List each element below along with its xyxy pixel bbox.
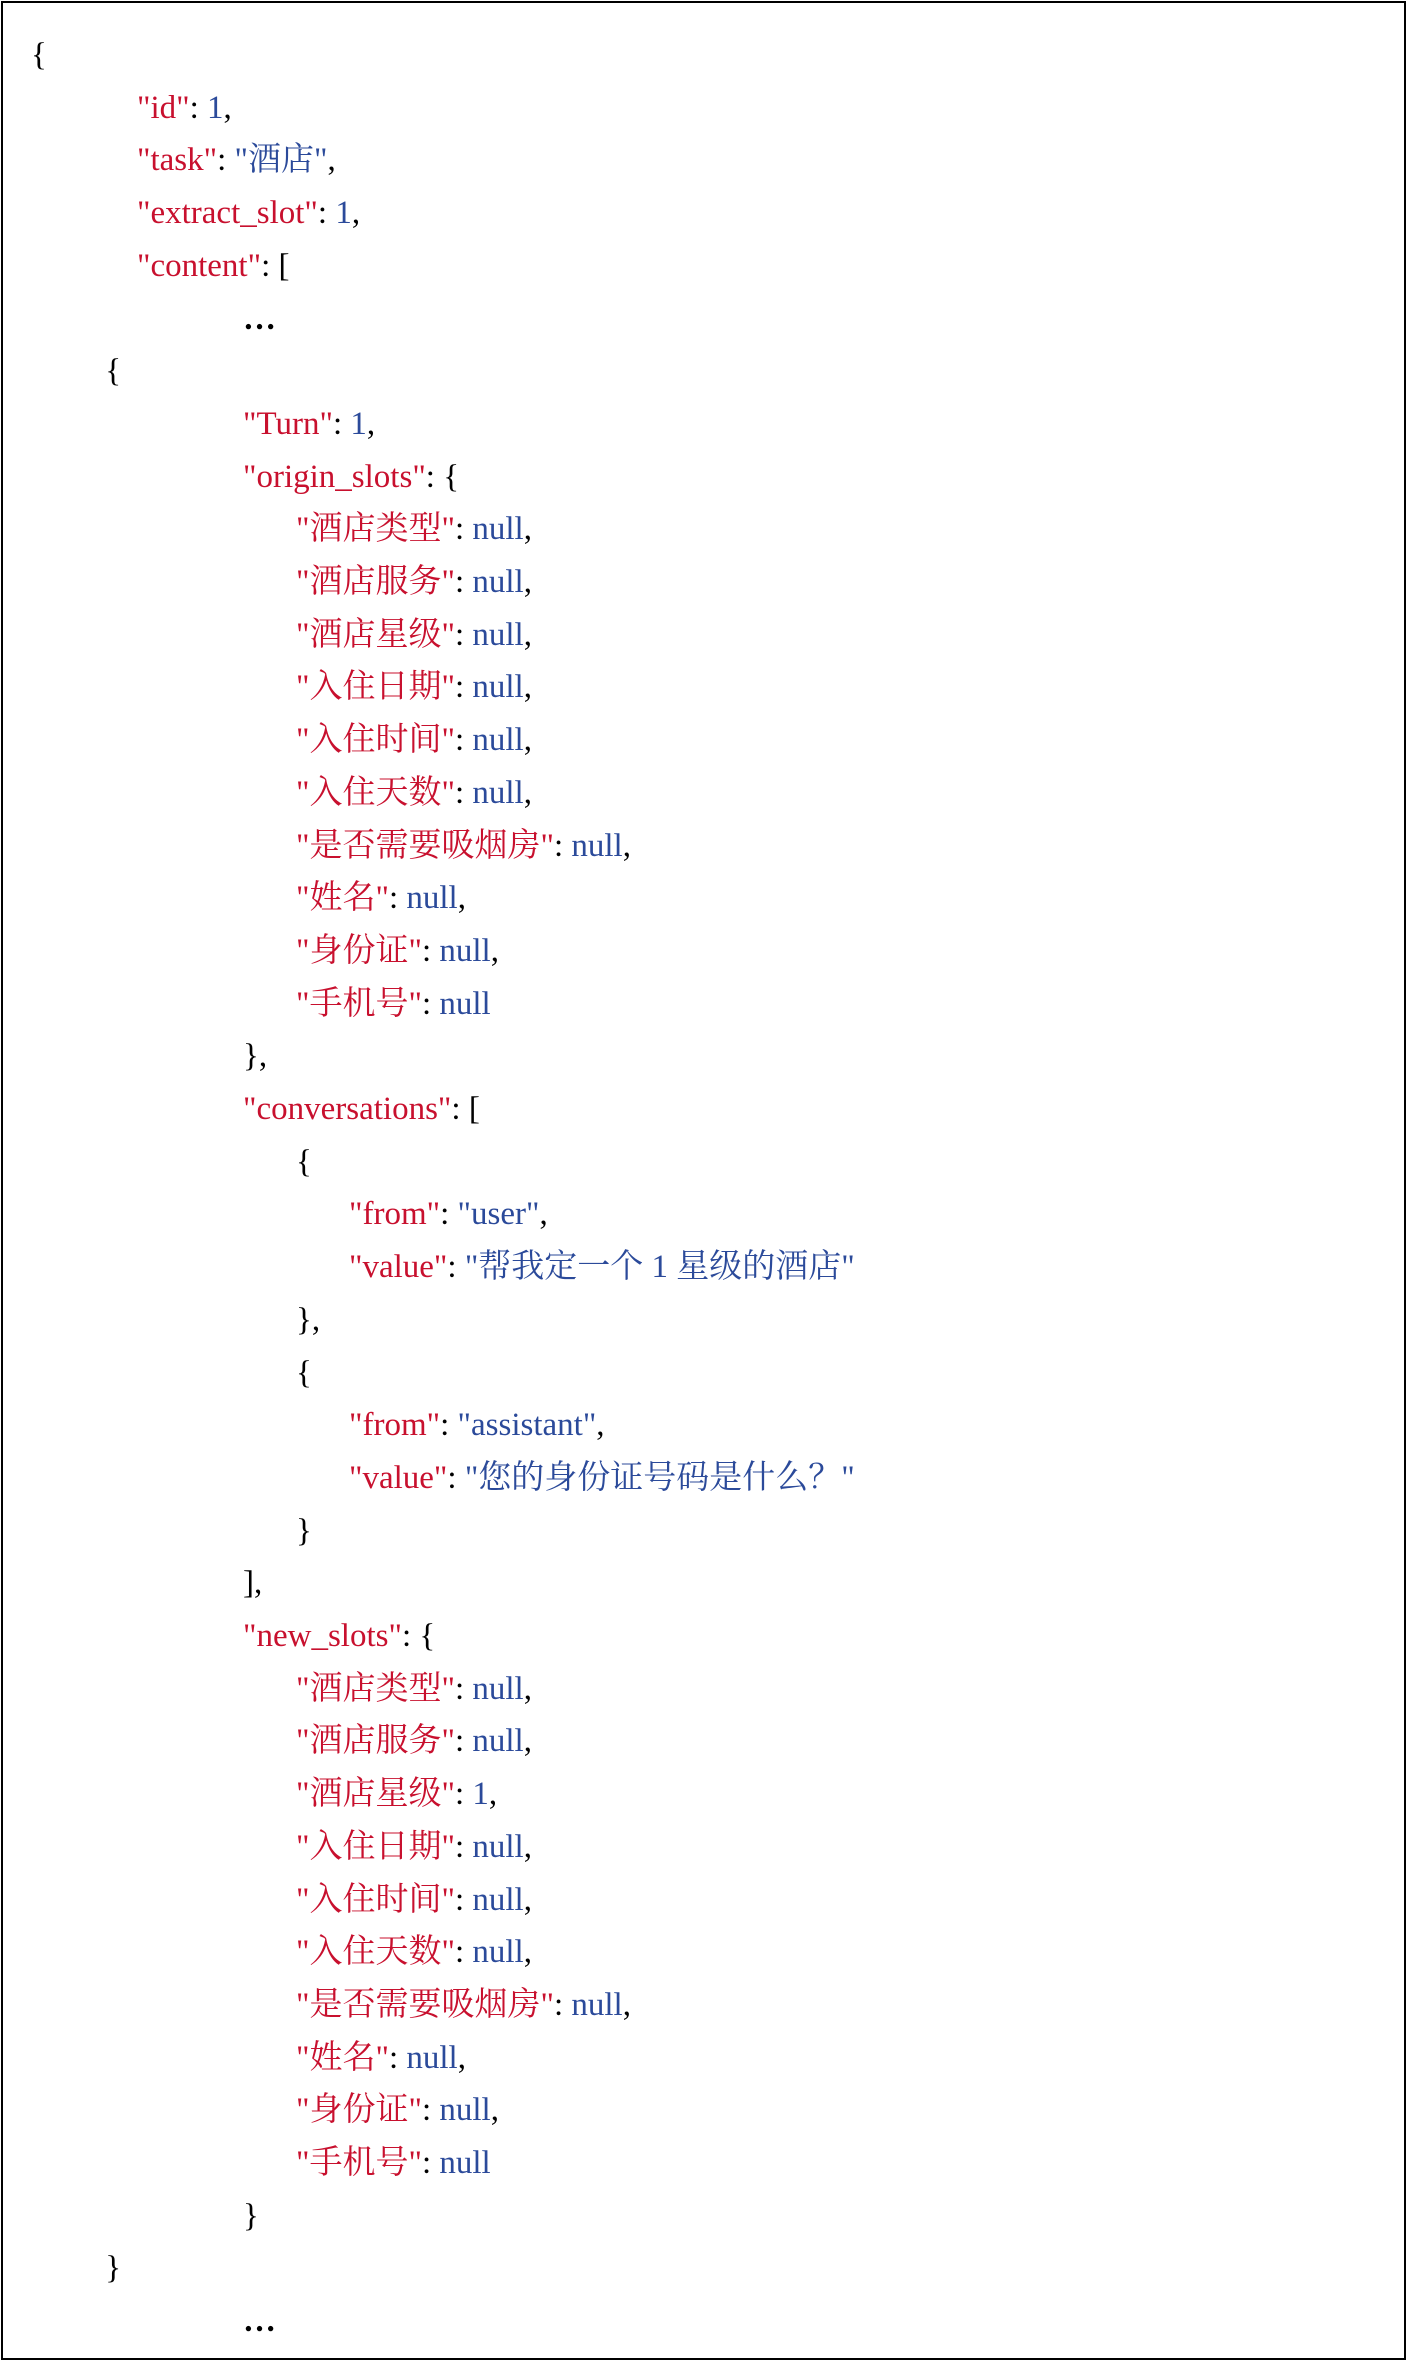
code-line xyxy=(296,982,491,1026)
punctuation: : xyxy=(454,564,473,600)
json-value: null xyxy=(472,1934,524,1971)
punctuation: : xyxy=(454,511,473,548)
code-line xyxy=(243,1561,262,1605)
code-line xyxy=(243,2194,259,2238)
code-line xyxy=(105,349,121,393)
json-value: null xyxy=(472,616,524,653)
json-value: null xyxy=(406,2039,458,2076)
json-value: null xyxy=(406,880,458,917)
json-value: null xyxy=(571,1986,623,2023)
code-line xyxy=(137,244,290,288)
punctuation: , xyxy=(488,1776,498,1813)
json-key: "身份证" xyxy=(296,932,422,969)
json-value: null xyxy=(472,1723,524,1760)
json-value: "酒店" xyxy=(234,142,328,179)
json-key: "姓名" xyxy=(296,2039,389,2076)
punctuation: : xyxy=(332,405,351,442)
punctuation: : xyxy=(553,827,572,864)
punctuation: } xyxy=(296,1512,312,1549)
punctuation: : [ xyxy=(451,1091,480,1127)
json-key: "入住时间" xyxy=(296,1881,455,1918)
punctuation: , xyxy=(622,827,631,864)
json-key: "content" xyxy=(137,247,262,284)
json-key: "是否需要吸烟房" xyxy=(296,827,554,864)
code-line xyxy=(243,1087,480,1131)
json-key: "task" xyxy=(137,142,218,179)
code-line xyxy=(296,560,532,604)
json-value: "您的身份证号码是什么？" xyxy=(464,1459,855,1496)
json-value: null xyxy=(472,1828,524,1865)
code-line xyxy=(296,824,631,868)
punctuation: : xyxy=(454,1670,473,1707)
code-line xyxy=(243,1614,435,1658)
json-key: "姓名" xyxy=(296,880,389,917)
code-line xyxy=(137,191,360,235)
code-line xyxy=(296,1719,532,1763)
punctuation: : xyxy=(454,1934,473,1971)
code-line xyxy=(243,2299,280,2343)
code-line xyxy=(296,2141,491,2185)
json-key: "value" xyxy=(349,1249,448,1286)
punctuation: { xyxy=(31,37,47,73)
code-line xyxy=(296,1878,532,1922)
json-key: "手机号" xyxy=(296,2145,422,2181)
json-value: null xyxy=(472,722,524,759)
punctuation: , xyxy=(351,195,361,232)
punctuation: { xyxy=(296,1143,312,1180)
punctuation: { xyxy=(296,1354,312,1391)
json-key: "value" xyxy=(349,1459,448,1496)
punctuation: : xyxy=(421,2092,440,2129)
punctuation: : xyxy=(440,1407,458,1444)
punctuation: : xyxy=(421,2145,440,2181)
punctuation: , xyxy=(457,2039,466,2076)
punctuation: : xyxy=(454,722,473,759)
json-key: "酒店类型" xyxy=(296,1670,455,1707)
punctuation: , xyxy=(523,669,532,706)
punctuation: , xyxy=(366,405,376,442)
json-key: "入住日期" xyxy=(296,1828,455,1865)
json-value: null xyxy=(472,1881,524,1918)
code-line xyxy=(31,33,47,77)
json-value: 1 xyxy=(207,89,224,126)
json-key: "入住天数" xyxy=(296,1934,455,1971)
code-line xyxy=(296,771,532,815)
code-line xyxy=(296,1983,631,2027)
json-value: null xyxy=(472,511,524,548)
document-frame xyxy=(1,1,1406,2360)
code-line xyxy=(349,1403,605,1447)
json-value: 1 xyxy=(350,405,367,442)
punctuation: : xyxy=(388,880,407,917)
json-key: "id" xyxy=(137,89,190,126)
json-value: null xyxy=(571,827,623,864)
code-line xyxy=(296,1930,532,1974)
punctuation: }, xyxy=(243,1038,268,1075)
punctuation: , xyxy=(523,1881,532,1918)
json-key: "from" xyxy=(349,1196,441,1233)
punctuation: : xyxy=(189,89,208,126)
punctuation: }, xyxy=(296,1301,321,1338)
punctuation: , xyxy=(523,616,532,653)
code-line xyxy=(349,1245,855,1289)
code-line xyxy=(296,1298,320,1342)
code-line xyxy=(137,86,232,130)
json-value: null xyxy=(472,669,524,706)
code-line xyxy=(137,138,336,182)
json-value: "assistant" xyxy=(457,1407,597,1444)
json-key: "酒店星级" xyxy=(296,1776,455,1813)
json-key: "酒店服务" xyxy=(296,564,455,600)
json-code-block xyxy=(3,3,1404,2358)
code-line xyxy=(296,1140,312,1184)
punctuation: , xyxy=(490,932,499,969)
punctuation: , xyxy=(523,511,532,548)
json-key: "入住时间" xyxy=(296,722,455,759)
json-key: "Turn" xyxy=(243,405,333,442)
punctuation: : xyxy=(440,1196,458,1233)
code-line xyxy=(296,665,532,709)
code-line xyxy=(243,402,375,446)
punctuation: { xyxy=(105,353,122,390)
punctuation: , xyxy=(327,142,336,179)
code-line xyxy=(296,2036,466,2080)
ellipsis: … xyxy=(243,300,280,337)
punctuation: : xyxy=(447,1249,465,1286)
json-key: "是否需要吸烟房" xyxy=(296,1986,554,2023)
punctuation: : xyxy=(217,142,235,179)
punctuation: : xyxy=(454,774,473,811)
punctuation: , xyxy=(523,1670,532,1707)
code-line xyxy=(296,1509,312,1553)
punctuation: : xyxy=(317,195,336,232)
json-key: "origin_slots" xyxy=(243,458,426,495)
punctuation: } xyxy=(243,2197,259,2234)
punctuation: , xyxy=(523,774,532,811)
code-line xyxy=(296,876,466,920)
json-key: "酒店服务" xyxy=(296,1723,455,1760)
punctuation: , xyxy=(622,1986,631,2023)
code-line xyxy=(296,1772,497,1816)
json-value: null xyxy=(472,564,524,600)
punctuation: : xyxy=(454,1881,473,1918)
punctuation: : xyxy=(553,1986,572,2023)
punctuation: , xyxy=(523,722,532,759)
punctuation: : xyxy=(454,669,473,706)
punctuation: , xyxy=(523,1723,532,1760)
json-value: null xyxy=(472,1670,524,1707)
punctuation: : [ xyxy=(261,247,290,284)
code-line xyxy=(296,929,499,973)
punctuation: : xyxy=(454,616,473,653)
code-line xyxy=(296,2088,499,2132)
code-line xyxy=(296,507,532,551)
punctuation: : xyxy=(454,1828,473,1865)
code-line xyxy=(296,1351,312,1395)
punctuation: , xyxy=(523,1934,532,1971)
json-key: "入住日期" xyxy=(296,669,455,706)
code-line xyxy=(296,613,532,657)
punctuation: : { xyxy=(425,458,460,495)
punctuation: , xyxy=(457,880,466,917)
punctuation: : { xyxy=(401,1618,436,1654)
json-key: "入住天数" xyxy=(296,774,455,811)
json-value: 1 xyxy=(335,195,352,232)
json-key: "酒店类型" xyxy=(296,511,455,548)
code-line xyxy=(296,718,532,762)
json-value: null xyxy=(439,932,491,969)
ellipsis: … xyxy=(243,2303,280,2340)
json-value: 1 xyxy=(472,1776,489,1813)
code-line xyxy=(349,1192,548,1236)
json-key: "from" xyxy=(349,1407,441,1444)
code-line xyxy=(349,1456,855,1500)
json-key: "手机号" xyxy=(296,985,422,1022)
code-line xyxy=(243,455,459,499)
punctuation: : xyxy=(454,1776,473,1813)
punctuation: } xyxy=(105,2250,122,2287)
punctuation: ], xyxy=(243,1565,263,1602)
punctuation: , xyxy=(223,89,232,126)
json-value: null xyxy=(472,774,524,811)
punctuation: : xyxy=(421,932,440,969)
json-value: "user" xyxy=(457,1196,540,1233)
punctuation: : xyxy=(447,1459,465,1496)
json-value: null xyxy=(439,985,491,1022)
punctuation: : xyxy=(454,1723,473,1760)
code-line xyxy=(243,297,280,341)
punctuation: , xyxy=(523,564,532,600)
code-line xyxy=(105,2246,121,2290)
json-key: "new_slots" xyxy=(243,1618,402,1654)
code-line xyxy=(243,1034,267,1078)
json-value: "帮我定一个 1 星级的酒店" xyxy=(464,1249,855,1286)
json-key: "extract_slot" xyxy=(137,195,318,232)
punctuation: , xyxy=(539,1196,548,1233)
punctuation: : xyxy=(388,2039,407,2076)
punctuation: , xyxy=(490,2092,499,2129)
code-line xyxy=(296,1825,532,1869)
json-key: "身份证" xyxy=(296,2092,422,2129)
json-key: "酒店星级" xyxy=(296,616,455,653)
punctuation: , xyxy=(523,1828,532,1865)
json-value: null xyxy=(439,2145,491,2181)
punctuation: : xyxy=(421,985,440,1022)
json-key: "conversations" xyxy=(243,1091,452,1127)
punctuation: , xyxy=(596,1407,605,1444)
code-line xyxy=(296,1667,532,1711)
json-value: null xyxy=(439,2092,491,2129)
